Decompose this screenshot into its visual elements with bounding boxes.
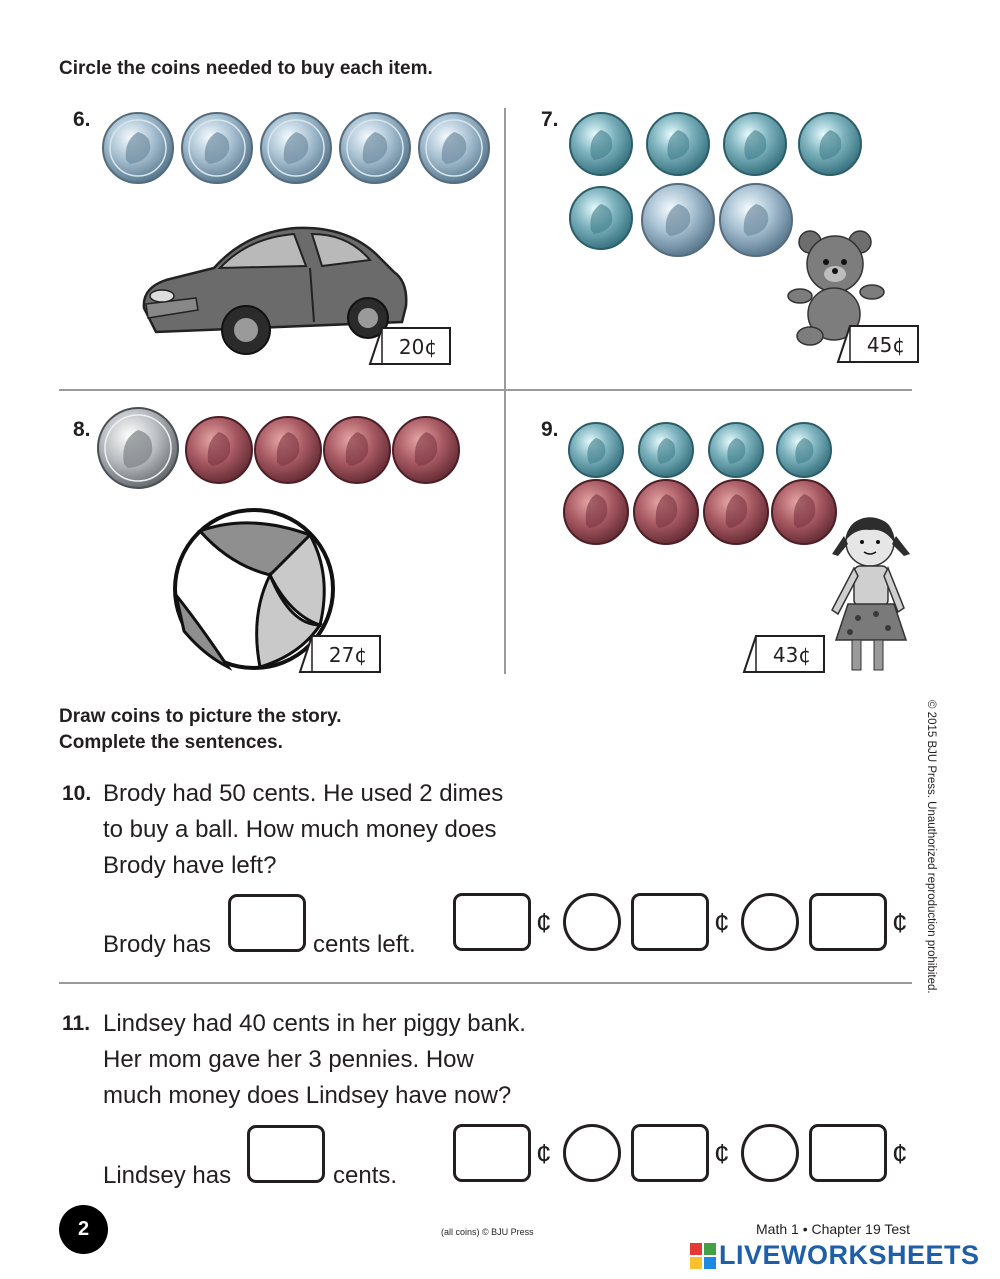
penny-coin[interactable] <box>564 480 628 544</box>
problem-10-line-3: Brody have left? <box>103 852 277 879</box>
price-tag-8 <box>298 632 382 674</box>
problem-11-answer-box[interactable] <box>247 1125 325 1183</box>
dime-coin[interactable] <box>647 113 709 175</box>
penny-coin[interactable] <box>634 480 698 544</box>
problem-10-number-box-2[interactable] <box>631 893 709 951</box>
dime-coin[interactable] <box>639 423 693 477</box>
problem-9-number: 9. <box>541 418 559 441</box>
problem-11-answer-suffix: cents. <box>333 1162 398 1189</box>
penny-coin[interactable] <box>704 480 768 544</box>
penny-coin[interactable] <box>255 417 321 483</box>
dime-coin[interactable] <box>709 423 763 477</box>
problem-11-line-1: Lindsey had 40 cents in her piggy bank. <box>103 1010 526 1037</box>
coin-credit: (all coins) © BJU Press <box>441 1227 534 1237</box>
nickel-coin[interactable] <box>642 184 714 256</box>
problem-6-number: 6. <box>73 108 91 131</box>
section-divider <box>59 982 912 984</box>
cent-sign: ¢ <box>536 1138 552 1169</box>
cent-sign: ¢ <box>892 907 908 938</box>
dime-coin[interactable] <box>569 423 623 477</box>
test-title: Math 1 • Chapter 19 Test <box>756 1221 911 1237</box>
problem-11-number: 11. <box>62 1012 91 1035</box>
page-number-badge: 2 <box>59 1205 108 1254</box>
price-6-text: 20¢ <box>398 335 438 359</box>
nickel-coin[interactable] <box>419 113 489 183</box>
problem-11-operator-circle-1[interactable] <box>563 1124 621 1182</box>
problem-11-line-2: Her mom gave her 3 pennies. How <box>103 1046 474 1073</box>
dime-coin[interactable] <box>777 423 831 477</box>
problem-8-coins <box>96 406 466 492</box>
penny-coin[interactable] <box>324 417 390 483</box>
circle-instructions: Circle the coins needed to buy each item. <box>59 58 433 79</box>
problem-9-coins <box>564 420 844 548</box>
price-8-text: 27¢ <box>328 643 368 667</box>
price-9-text: 43¢ <box>772 643 812 667</box>
penny-coin[interactable] <box>186 417 252 483</box>
problem-10-answer-suffix: cents left. <box>313 931 416 958</box>
problem-10-line-1: Brody had 50 cents. He used 2 dimes <box>103 780 504 807</box>
price-7-text: 45¢ <box>866 333 906 357</box>
problem-10-number-box-1[interactable] <box>453 893 531 951</box>
liveworksheets-brand[interactable]: LIVEWORKSHEETS <box>719 1240 980 1270</box>
problem-11-equals-circle[interactable] <box>741 1124 799 1182</box>
problem-6-coins <box>100 110 500 186</box>
liveworksheets-logo-icon <box>690 1243 716 1269</box>
cent-sign: ¢ <box>714 1138 730 1169</box>
doll-image <box>818 514 918 676</box>
copyright-notice: © 2015 BJU Press. Unauthorized reproduction prohibited. <box>925 700 937 994</box>
dime-coin[interactable] <box>799 113 861 175</box>
quarter-coin[interactable] <box>98 408 178 488</box>
draw-instructions-line-2: Complete the sentences. <box>59 732 283 753</box>
dime-coin[interactable] <box>724 113 786 175</box>
problem-10-number: 10. <box>62 782 92 805</box>
problem-10-result-box[interactable] <box>809 893 887 951</box>
cent-sign: ¢ <box>714 907 730 938</box>
problem-11-number-box-2[interactable] <box>631 1124 709 1182</box>
problem-10-operator-circle-1[interactable] <box>563 893 621 951</box>
draw-instructions-line-1: Draw coins to picture the story. <box>59 706 342 727</box>
grid-divider-horizontal <box>59 389 912 391</box>
nickel-coin[interactable] <box>182 113 252 183</box>
problem-11-number-box-1[interactable] <box>453 1124 531 1182</box>
dime-coin[interactable] <box>570 187 632 249</box>
nickel-coin[interactable] <box>340 113 410 183</box>
problem-10-equals-circle[interactable] <box>741 893 799 951</box>
nickel-coin[interactable] <box>103 113 173 183</box>
problem-10-answer-prefix: Brody has <box>103 931 212 958</box>
grid-divider-vertical <box>504 108 506 674</box>
dime-coin[interactable] <box>570 113 632 175</box>
price-tag-7 <box>836 322 920 364</box>
problem-7-number: 7. <box>541 108 559 131</box>
penny-coin[interactable] <box>393 417 459 483</box>
cent-sign: ¢ <box>536 907 552 938</box>
problem-11-line-3: much money does Lindsey have now? <box>103 1082 512 1109</box>
problem-10-line-2: to buy a ball. How much money does <box>103 816 497 843</box>
price-tag-6 <box>368 324 452 366</box>
price-tag-9 <box>742 632 826 674</box>
cent-sign: ¢ <box>892 1138 908 1169</box>
nickel-coin[interactable] <box>720 184 792 256</box>
problem-10-answer-box[interactable] <box>228 894 306 952</box>
nickel-coin[interactable] <box>261 113 331 183</box>
problem-8-number: 8. <box>73 418 91 441</box>
problem-11-answer-prefix: Lindsey has <box>103 1162 232 1189</box>
problem-11-result-box[interactable] <box>809 1124 887 1182</box>
